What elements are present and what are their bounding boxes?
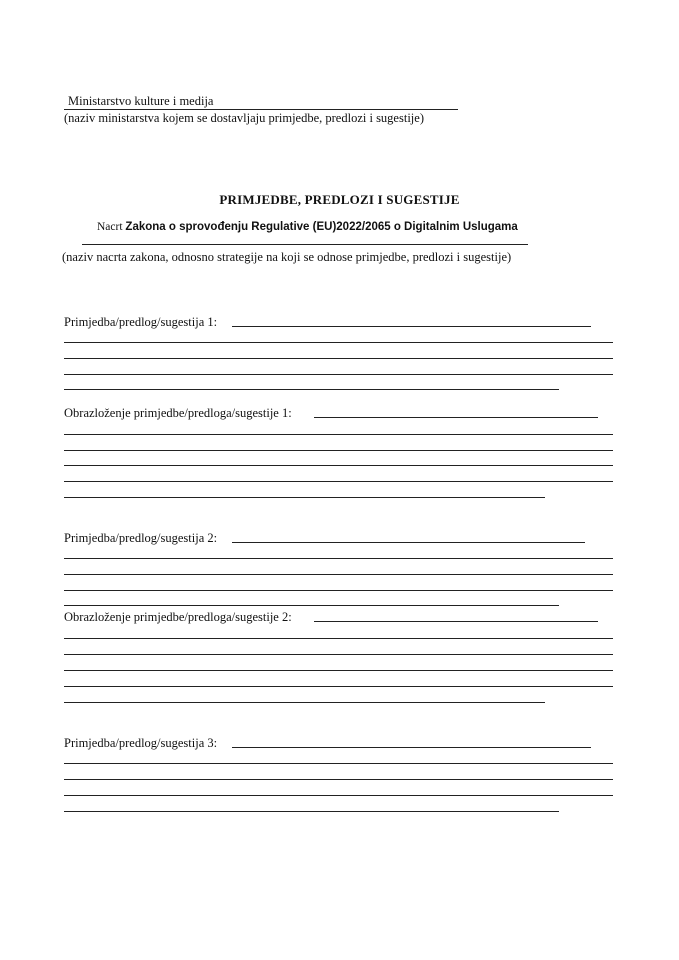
draft-name: Zakona o sprovođenju Regulative (EU)2022/2065 o Digitalnim Uslugama <box>125 221 518 233</box>
comment-3-line[interactable] <box>64 811 559 812</box>
comment-2-line[interactable] <box>64 574 613 575</box>
comment-2-label: Primjedba/predlog/sugestija 2: <box>64 531 218 545</box>
draft-line <box>97 221 518 233</box>
comment-3-label: Primjedba/predlog/sugestija 3: <box>64 736 218 750</box>
comment-2-line[interactable] <box>64 605 559 606</box>
draft-underline <box>82 244 528 245</box>
comment-3-line[interactable] <box>64 795 613 796</box>
explanation-2-line[interactable] <box>64 654 613 655</box>
explanation-1-line[interactable] <box>64 497 545 498</box>
comment-1-line[interactable] <box>64 342 613 343</box>
explanation-1-line[interactable] <box>64 481 613 482</box>
comment-3-field[interactable] <box>232 747 591 748</box>
comment-3-line[interactable] <box>64 763 613 764</box>
comment-1-field[interactable] <box>232 326 591 327</box>
ministry-name: Ministarstvo kulture i medija <box>68 94 214 108</box>
explanation-1-line[interactable] <box>64 450 613 451</box>
comment-3-line[interactable] <box>64 779 613 780</box>
explanation-2-field[interactable] <box>314 621 598 622</box>
comment-2-line[interactable] <box>64 558 613 559</box>
ministry-underline <box>64 109 458 110</box>
comment-2-line[interactable] <box>64 590 613 591</box>
comment-1-line[interactable] <box>64 374 613 375</box>
explanation-2-label: Obrazloženje primjedbe/predloga/sugestije 2: <box>64 610 292 624</box>
draft-prefix: Nacrt <box>97 221 123 233</box>
ministry-caption: (naziv ministarstva kojem se dostavljaju primjedbe, predlozi i sugestije) <box>64 111 424 125</box>
comment-2-field[interactable] <box>232 542 585 543</box>
explanation-2-line[interactable] <box>64 638 613 639</box>
comment-1-label: Primjedba/predlog/sugestija 1: <box>64 315 218 329</box>
explanation-2-line[interactable] <box>64 670 613 671</box>
draft-caption: (naziv nacrta zakona, odnosno strategije na koji se odnose primjedbe, predlozi i sugestije) <box>62 250 512 264</box>
comment-1-line[interactable] <box>64 389 559 390</box>
explanation-1-label: Obrazloženje primjedbe/predloga/sugestije 1: <box>64 406 292 420</box>
form-title: PRIMJEDBE, PREDLOZI I SUGESTIJE <box>219 192 460 207</box>
explanation-1-line[interactable] <box>64 465 613 466</box>
comment-1-line[interactable] <box>64 358 613 359</box>
explanation-1-line[interactable] <box>64 434 613 435</box>
explanation-2-line[interactable] <box>64 702 545 703</box>
explanation-1-field[interactable] <box>314 417 598 418</box>
explanation-2-line[interactable] <box>64 686 613 687</box>
